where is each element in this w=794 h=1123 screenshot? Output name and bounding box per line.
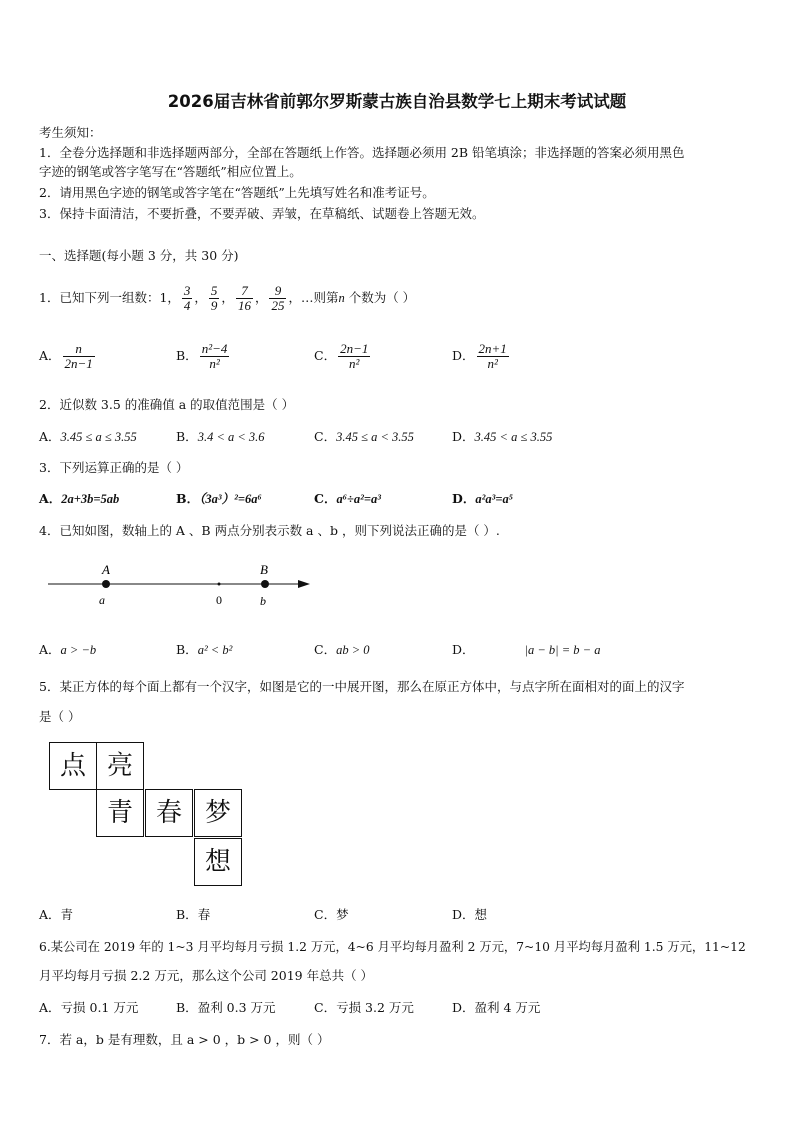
net-face-qing: 青 — [96, 789, 144, 837]
point-b-value: b — [260, 594, 266, 608]
point-a-value: a — [99, 593, 105, 607]
number-line-figure — [40, 558, 320, 613]
q5-option-a[interactable]: A．青 — [39, 907, 74, 922]
notice-item-1b: 字迹的钢笔或答字笔写在“答题纸”相应位置上。 — [39, 164, 302, 179]
q2-option-c[interactable]: C．3.45 ≤ a < 3.55 — [314, 429, 414, 444]
point-b-label: B — [260, 562, 268, 577]
q4-option-c[interactable]: C．ab > 0 — [314, 642, 370, 657]
q3-option-d[interactable]: D．a²a³=a⁵ — [452, 491, 514, 506]
q1-fraction: $\frac{3}{4}$ — [183, 282, 191, 313]
q1-option-d[interactable]: D． $\frac{2n+1}{\text{n²}}$ — [452, 340, 507, 371]
q6-option-b[interactable]: B．盈利 0.3 万元 — [176, 1000, 276, 1015]
q5-option-b[interactable]: B．春 — [176, 907, 211, 922]
net-face-chun: 春 — [145, 789, 193, 837]
arrow-right-icon — [298, 580, 310, 588]
q1-fraction: $\frac{9}{25}$ — [271, 282, 285, 313]
question-5-stem-line1: 5．某正方体的每个面上都有一个汉字，如图是它的一中展开图，那么在原正方体中，与点字所在面相对的面上的汉字 — [39, 679, 685, 694]
question-4-stem: 4．已知如图，数轴上的 A 、B 两点分别表示数 a 、b ，则下列说法正确的是（ ）. — [39, 523, 500, 538]
notice-item-2: 2．请用黑色字迹的钢笔或答字笔在“答题纸”上先填写姓名和准考证号。 — [39, 185, 435, 200]
net-face-dian: 点 — [49, 742, 97, 790]
origin-dot — [218, 583, 221, 586]
question-6-stem-line2: 月平均每月亏损 2.2 万元，那么这个公司 2019 年总共（ ） — [39, 968, 374, 983]
q4-option-b[interactable]: B．a² < b² — [176, 642, 233, 657]
q1-fraction: $\frac{5}{9}$ — [210, 282, 218, 313]
q3-option-b[interactable]: B．（3a³）²=6a⁶ — [176, 491, 262, 506]
notice-heading: 考生须知： — [39, 125, 102, 140]
point-b-dot — [261, 580, 269, 588]
q2-option-d[interactable]: D．3.45 < a ≤ 3.55 — [452, 429, 553, 444]
q3-option-a[interactable]: A．2a+3b=5ab — [39, 491, 120, 506]
q2-option-a[interactable]: A．3.45 ≤ a ≤ 3.55 — [39, 429, 137, 444]
question-6-stem-line1: 6.某公司在 2019 年的 1~3 月平均每月亏损 1.2 万元，4~6 月平均每月盈利 2 万元，7~10 月平均每月盈利 1.5 万元，11~12 — [39, 940, 746, 954]
origin-label: 0 — [216, 593, 222, 607]
q5-option-d[interactable]: D．想 — [452, 907, 488, 922]
net-face-meng: 梦 — [194, 789, 242, 837]
point-a-label: A — [102, 562, 110, 577]
q5-option-c[interactable]: C．梦 — [314, 907, 349, 922]
q2-option-b[interactable]: B．3.4 < a < 3.6 — [176, 429, 265, 444]
question-2-stem: 2．近似数 3.5 的准确值 a 的取值范围是（ ） — [39, 397, 295, 412]
question-5-stem-line2: 是（ ） — [39, 709, 81, 724]
q1-lead: 1．已知下列一组数：1， — [39, 290, 180, 305]
q1-option-a[interactable]: A． $\frac{n}{2n-1}$ — [39, 340, 93, 371]
question-3-stem: 3．下列运算正确的是（ ） — [39, 460, 189, 475]
q3-option-c[interactable]: C．a⁶÷a²=a³ — [314, 491, 382, 506]
notice-item-3: 3．保持卡面清洁，不要折叠，不要弄破、弄皱，在草稿纸、试题卷上答题无效。 — [39, 206, 485, 221]
q6-option-c[interactable]: C．亏损 3.2 万元 — [314, 1000, 414, 1015]
q1-fraction: $\frac{7}{16}$ — [237, 282, 251, 313]
page-title: 2026届吉林省前郭尔罗斯蒙古族自治县数学七上期末考试试题 — [167, 92, 627, 111]
question-1-stem: 1．已知下列一组数：1， $\frac{3}{4}$ ， $\frac{5}{9}$ ， $\frac{7}{16}$ ， $\frac{9}{25}$ ，…则第n 个数为（ ） — [39, 282, 416, 313]
net-face-liang: 亮 — [96, 742, 144, 790]
notice-item-1a: 1．全卷分选择题和非选择题两部分，全部在答题纸上作答。选择题必须用 2B 铅笔填涂；非选择题的答案必须用黑色 — [39, 145, 685, 160]
q1-option-b[interactable]: B． $\frac{\text{n²−4}}{\text{n²}}$ — [176, 340, 228, 371]
q4-option-a[interactable]: A．a > −b — [39, 642, 97, 657]
section-heading: 一、选择题(每小题 3 分，共 30 分) — [39, 248, 239, 263]
q6-option-d[interactable]: D．盈利 4 万元 — [452, 1000, 541, 1015]
q1-option-c[interactable]: C． $\frac{2n-1}{\text{n²}}$ — [314, 340, 369, 371]
question-7-stem: 7．若 a，b 是有理数，且 a > 0 ，b > 0 ，则（ ） — [39, 1032, 330, 1047]
q6-option-a[interactable]: A．亏损 0.1 万元 — [39, 1000, 139, 1015]
net-face-xiang: 想 — [194, 838, 242, 886]
q4-option-d[interactable]: D． |a − b| = b − a — [452, 642, 601, 657]
point-a-dot — [102, 580, 110, 588]
